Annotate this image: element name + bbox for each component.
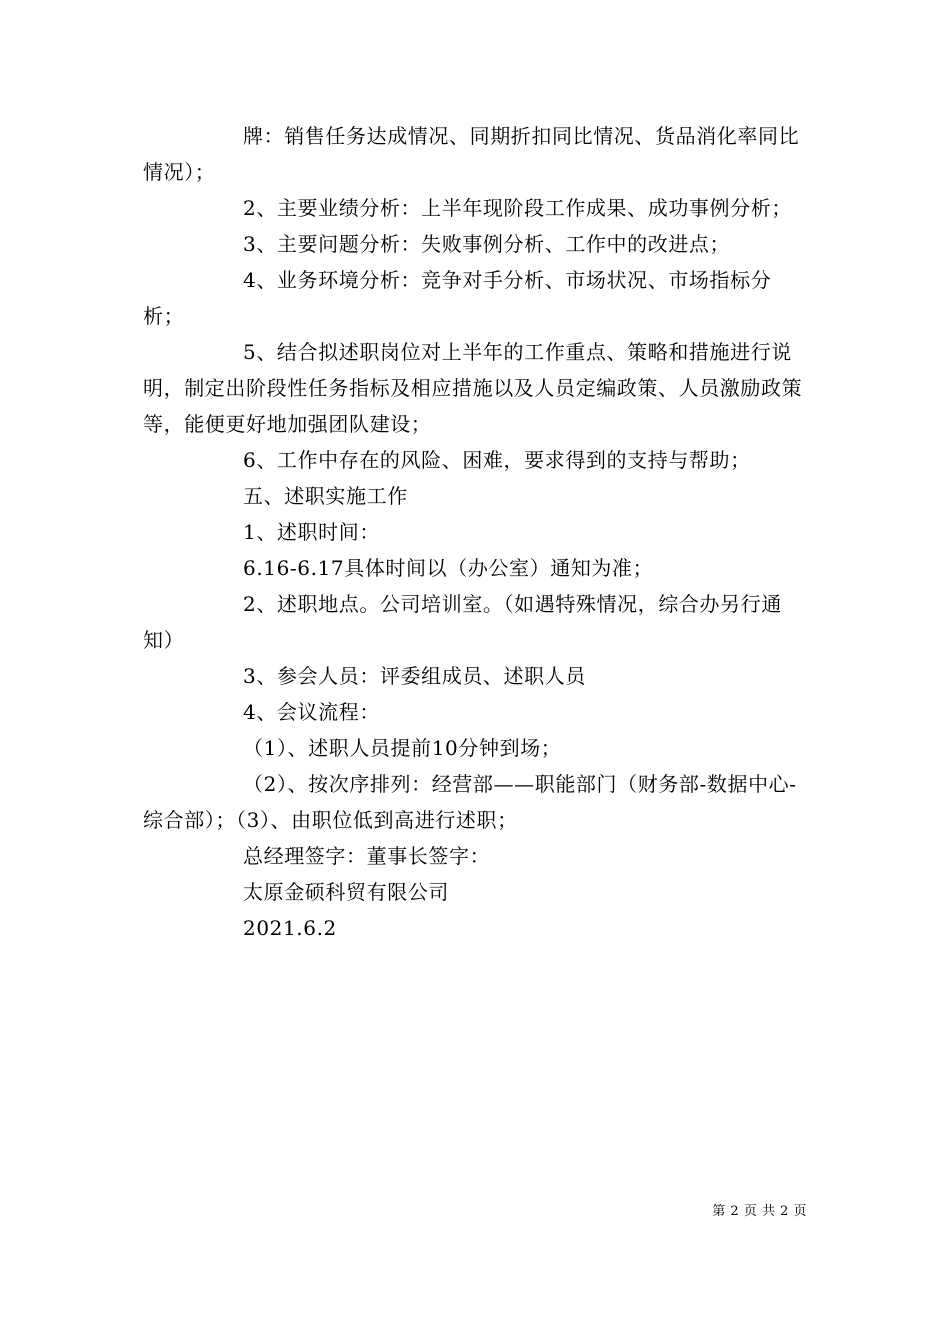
paragraph-process-step-2-3: （2）、按次序排列：经营部——职能部门（财务部-数据中心-综合部）；（3）、由职位低到高进行述职； <box>143 772 797 832</box>
paragraph-time-value: 6.16-6.17具体时间以（办公室）通知为准； <box>243 556 654 580</box>
section-heading-implementation: 五、述职实施工作 <box>243 484 408 508</box>
paragraph-sales-status: 牌：销售任务达成情况、同期折扣同比情况、货品消化率同比情况）； <box>143 124 800 184</box>
paragraph-risks: 6、工作中存在的风险、困难，要求得到的支持与帮助； <box>243 448 751 472</box>
paragraph-location: 2、述职地点。公司培训室。（如遇特殊情况，综合办另行通知） <box>143 592 782 652</box>
paragraph-meeting-process: 4、会议流程： <box>243 700 380 724</box>
paragraph-signatures: 总经理签字：董事长签字： <box>243 844 491 868</box>
paragraph-process-step-1: （1）、述职人员提前10分钟到场； <box>243 736 562 760</box>
page-number-footer: 第 2 页 共 2 页 <box>712 1204 807 1219</box>
paragraph-time-label: 1、述职时间： <box>243 520 380 544</box>
paragraph-attendees: 3、参会人员：评委组成员、述职人员 <box>243 664 586 688</box>
document-body <box>143 118 808 946</box>
paragraph-date: 2021.6.2 <box>243 916 337 940</box>
paragraph-problem-analysis: 3、主要问题分析：失败事例分析、工作中的改进点； <box>243 232 731 256</box>
paragraph-company-name: 太原金硕科贸有限公司 <box>243 880 449 904</box>
paragraph-environment-analysis: 4、业务环境分析：竞争对手分析、市场状况、市场指标分析； <box>143 268 772 328</box>
paragraph-performance-analysis: 2、主要业绩分析：上半年现阶段工作成果、成功事例分析； <box>243 196 792 220</box>
paragraph-work-focus: 5、结合拟述职岗位对上半年的工作重点、策略和措施进行说明，制定出阶段性任务指标及相应措施以及人员定编政策、人员激励政策等，能便更好地加强团队建设； <box>143 340 803 436</box>
